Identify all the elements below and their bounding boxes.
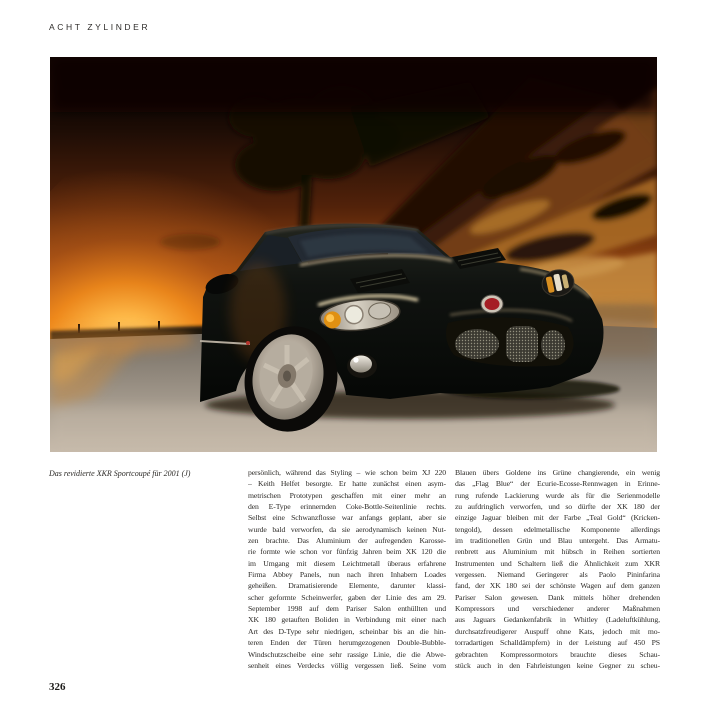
- text-line: metrischen Prototypen geschaffen mit einer mehr an: [248, 490, 446, 500]
- text-line: scher geformte Scheinwerfer, gaben der Linie des am 29.: [248, 592, 446, 602]
- text-line: Art des D-Type sehr niedrigen, scheinbar bis an die hin-: [248, 626, 446, 636]
- text-line: Windschutzscheibe eine sehr rassige Linie, die die Abwe-: [248, 649, 446, 659]
- fog-lamp: [347, 354, 377, 378]
- text-line: vergessen. Niemand Geringerer als Paolo Pininfarina: [455, 570, 660, 580]
- text-line: Instrumenten und Schaltern ließ die Ähnlichkeit zum XKR: [455, 558, 660, 568]
- text-line: zu aufdringlich verworfen, und so dürfte der XK 180 der: [455, 502, 660, 512]
- text-line: im Umgang mit diesem Leichtmetall überaus erfahrene: [248, 558, 446, 568]
- jaguar-badge: [481, 295, 503, 313]
- text-line: Blauen übers Goldene ins Grüne changierende, ein wenig: [455, 468, 660, 477]
- text-line: Selbst eine Schwanzflosse war anfangs geplant, aber sie: [248, 513, 446, 523]
- text-line: rung rufende Lackierung wurde als für die Serienmodelle: [455, 490, 660, 500]
- photo-caption: Das revidierte XKR Sportcoupé für 2001 (J): [49, 469, 191, 478]
- text-line: einzige Jaguar bleiben mit der Farbe „Teal Gold“ (Kricken-: [455, 513, 660, 523]
- text-line: persönlich, während das Styling – wie schon beim XJ 220: [248, 468, 446, 477]
- text-line: gebrachten Kompressormotors brauchte dieses Schau-: [455, 649, 660, 659]
- front-grille: [446, 317, 574, 366]
- text-line: zen brachte. Das Aluminium der aufregenden Karosse-: [248, 536, 446, 546]
- text-line: das „Flag Blue“ der Ecurie-Ecosse-Rennwagen in Erinne-: [455, 479, 660, 489]
- body-text-column-1: [248, 467, 446, 671]
- text-line: wurde bald verworfen, da sie aerodynamisch keinen Nut-: [248, 524, 446, 534]
- running-header: ACHT ZYLINDER: [49, 22, 151, 32]
- text-line: Firma Abbey Panels, nun nach ihren Inhabern Loades: [248, 570, 446, 580]
- text-line: aus Jaguars Gedankenfabrik in Whitley (Ladeluftkühlung,: [455, 615, 660, 625]
- text-line: teren Enden der Türen herumgezogenen Double-Bubble-: [248, 638, 446, 648]
- text-line: durchsatzfreudigerer Auspuff ohne Kats, jedoch mit mo-: [455, 626, 660, 636]
- text-line: tengold), dessen edelmetallische Komponente allerdings: [455, 524, 660, 534]
- text-line: XK 180 getauften Boliden in Verbindung mit einer nach: [248, 615, 446, 625]
- door-reflector: [246, 341, 250, 345]
- text-line: geheißen. Dramatisierende Elemente, darunter klassi-: [248, 581, 446, 591]
- car-photo: [50, 57, 657, 452]
- text-line: den E-Type erinnernden Coke-Bottle-Seitenlinie rechts.: [248, 502, 446, 512]
- text-line: fand, der XK 180 sei der schönste Wagen auf dem ganzen: [455, 581, 660, 591]
- text-line: rie formte wie schon vor fünfzig Jahren beim XK 120 die: [248, 547, 446, 557]
- text-line: Pariser Salon gewesen. Dank mittels höher drehenden: [455, 592, 660, 602]
- text-line: torradartigen Schalldämpfern) in der Leistung auf 450 PS: [455, 638, 660, 648]
- car-photo-illustration: [50, 57, 657, 452]
- page-number: 326: [49, 681, 66, 693]
- text-line: senheit eines Verdecks völlig vergessen ließ. Seine vom: [248, 660, 446, 670]
- text-line: renbrett aus Aluminium mit hübsch in Reihen sortierten: [455, 547, 660, 557]
- text-line: – Keith Helfet besorgte. Er hatte zunächst einen asym-: [248, 479, 446, 489]
- text-line: stück auch in den Fahrleistungen keine Gegner zu scheu-: [455, 660, 660, 670]
- body-text-column-2: [455, 467, 660, 671]
- dark-sky-band: [50, 57, 657, 112]
- text-line: September 1998 auf dem Pariser Salon enthüllten und: [248, 604, 446, 614]
- text-line: Kompressors und verschiedener anderer Maßnahmen: [455, 604, 660, 614]
- text-line: im traditionellen Grün und Blau untergeht. Das Armatu-: [455, 536, 660, 546]
